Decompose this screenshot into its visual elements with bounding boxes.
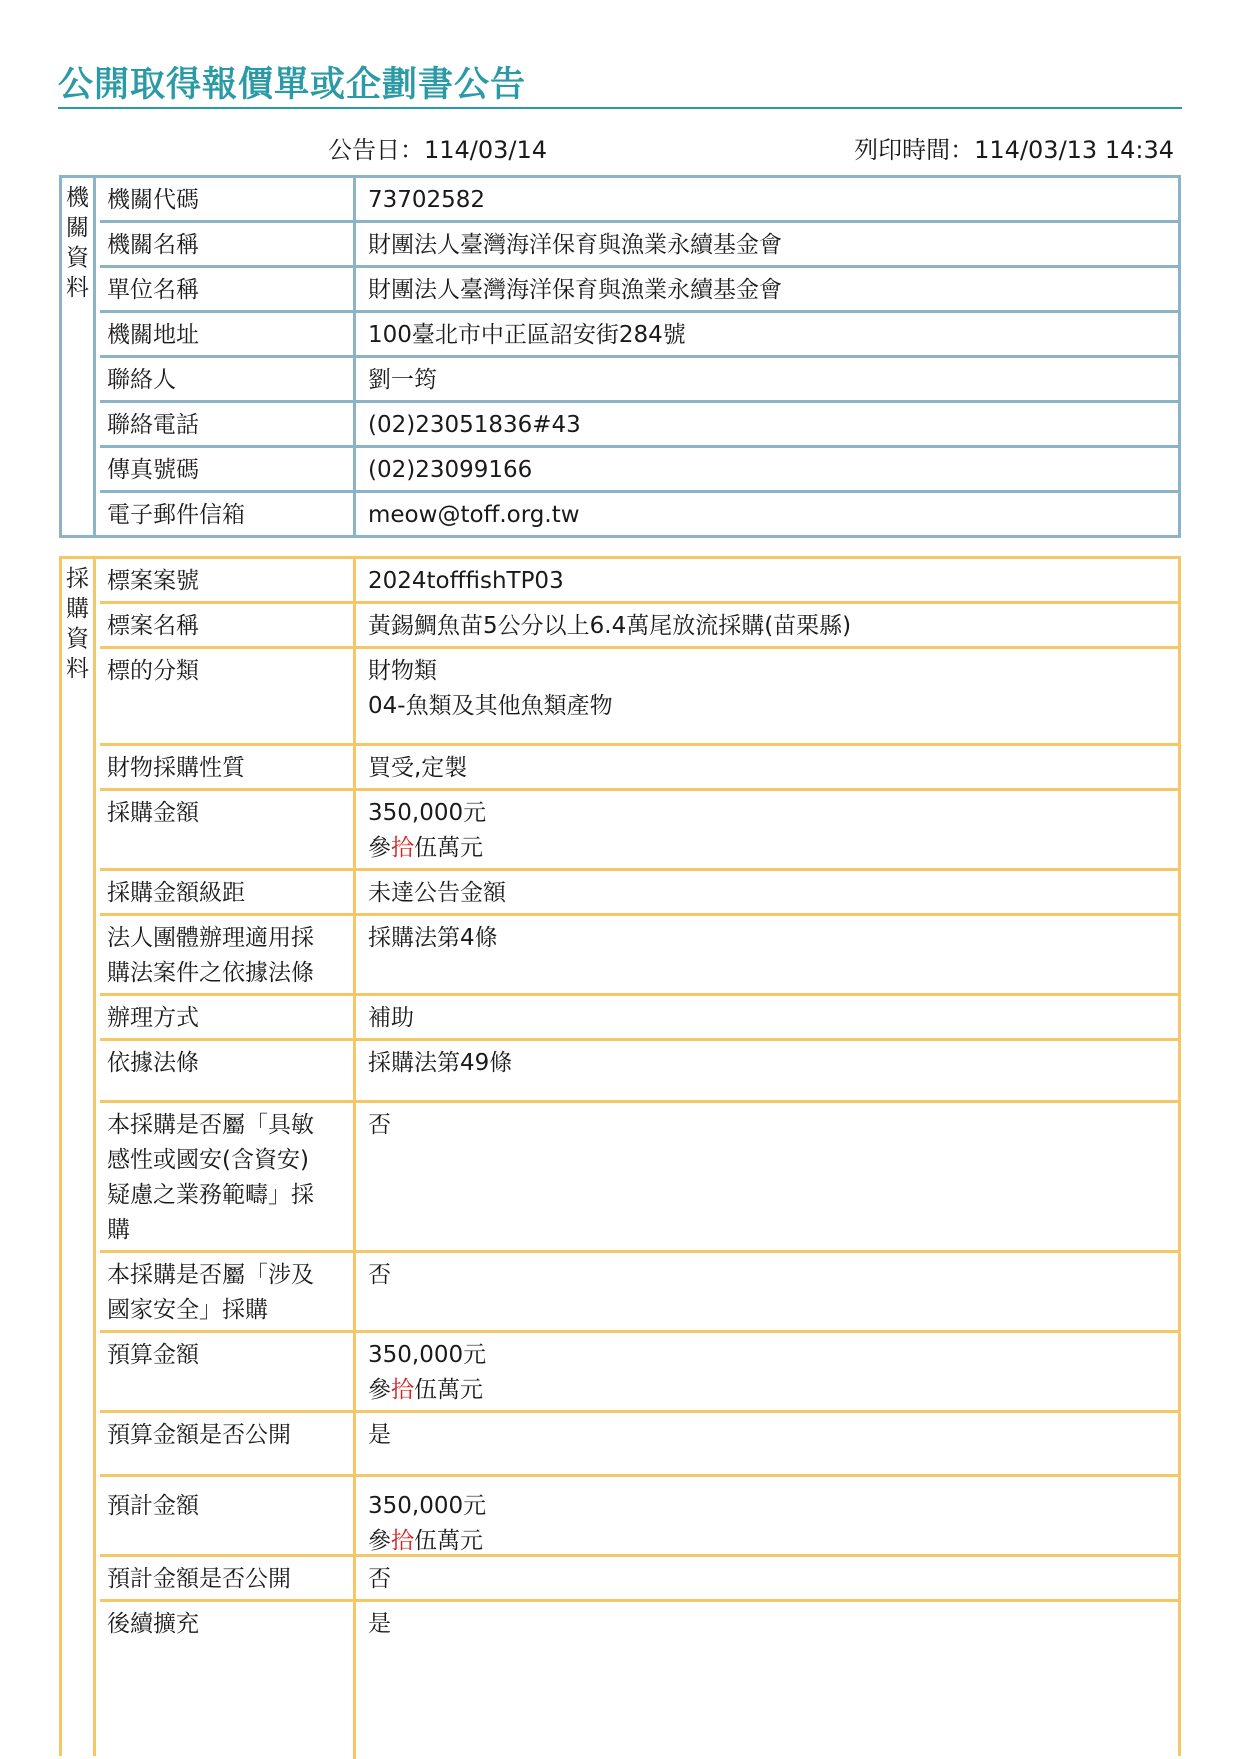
- field-label: 預算金額: [100, 1333, 356, 1410]
- field-label: 本採購是否屬「具敏 感性或國安(含資安) 疑慮之業務範疇」採 購: [100, 1103, 356, 1250]
- field-label: 法人團體辦理適用採 購法案件之依據法條: [100, 916, 356, 993]
- field-label: 本採購是否屬「涉及 國家安全」採購: [100, 1253, 356, 1330]
- table-row: [100, 1041, 1178, 1103]
- field-value: 73702582: [368, 187, 486, 213]
- field-label: 標案案號: [100, 559, 356, 601]
- table-row: [100, 916, 1178, 996]
- field-label: 聯絡人: [100, 358, 356, 400]
- agency-section-label: 機 關 資 料: [62, 178, 96, 535]
- table-row: [100, 1602, 1178, 1759]
- field-label: 採購金額: [100, 791, 356, 868]
- field-value: 劉一筠: [368, 367, 437, 393]
- field-value: 350,000元 參拾伍萬元: [368, 1342, 487, 1403]
- field-label: 標案名稱: [100, 604, 356, 646]
- announce-date: 公告日：114/03/14: [328, 136, 548, 164]
- field-value: 2024tofffishTP03: [368, 568, 564, 594]
- table-row: [100, 746, 1178, 791]
- table-row: [100, 791, 1178, 871]
- field-label: 電子郵件信箱: [100, 493, 356, 538]
- field-value: 黃錫鯛魚苗5公分以上6.4萬尾放流採購(苗栗縣): [368, 613, 852, 639]
- table-row: [100, 1557, 1178, 1602]
- field-value: 350,000元 參拾伍萬元: [368, 800, 487, 861]
- field-value: 買受,定製: [368, 755, 468, 781]
- table-row: [100, 1253, 1178, 1333]
- field-label: 機關名稱: [100, 223, 356, 265]
- field-label: 標的分類: [100, 649, 356, 743]
- field-label: 依據法條: [100, 1041, 356, 1100]
- table-row: [100, 178, 1178, 223]
- field-label: 機關地址: [100, 313, 356, 355]
- email-link[interactable]: meow@toff.org.tw: [368, 502, 580, 528]
- procurement-section-label: 採 購 資 料: [62, 559, 96, 1756]
- field-value: 財物類 04-魚類及其他魚類產物: [368, 658, 613, 719]
- table-row: [100, 448, 1178, 493]
- field-label: 後續擴充: [100, 1602, 356, 1759]
- field-value: 350,000元 參拾伍萬元: [368, 1493, 487, 1554]
- field-value: 未達公告金額: [368, 880, 506, 906]
- field-label: 預計金額: [100, 1477, 356, 1554]
- field-label: 採購金額級距: [100, 871, 356, 913]
- table-row: [100, 1103, 1178, 1253]
- field-label: 聯絡電話: [100, 403, 356, 445]
- field-value: 採購法第49條: [368, 1050, 513, 1076]
- table-row: [100, 313, 1178, 358]
- table-row: [100, 1477, 1178, 1557]
- agency-section: [59, 175, 1181, 538]
- table-row: [100, 358, 1178, 403]
- table-row: [100, 996, 1178, 1041]
- field-label: 預算金額是否公開: [100, 1413, 356, 1474]
- title-rule: [58, 107, 1182, 109]
- table-row: [100, 559, 1178, 604]
- table-row: [100, 871, 1178, 916]
- field-label: 單位名稱: [100, 268, 356, 310]
- field-value: 否: [368, 1566, 391, 1592]
- field-value: 否: [368, 1112, 391, 1138]
- field-value: 補助: [368, 1005, 414, 1031]
- field-label: 機關代碼: [100, 178, 356, 220]
- field-label: 辦理方式: [100, 996, 356, 1038]
- field-label: 預計金額是否公開: [100, 1557, 356, 1599]
- table-row: [100, 268, 1178, 313]
- table-row: [100, 493, 1178, 538]
- field-value: [361, 493, 1178, 538]
- table-row: [100, 649, 1178, 746]
- field-value: 否: [368, 1262, 391, 1288]
- field-value: (02)23099166: [368, 457, 533, 483]
- table-row: [100, 1413, 1178, 1477]
- field-value: 100臺北市中正區詔安街284號: [368, 322, 686, 348]
- procurement-section: [59, 556, 1181, 1756]
- table-row: [100, 223, 1178, 268]
- field-value: 財團法人臺灣海洋保育與漁業永續基金會: [368, 277, 782, 303]
- field-label: 財物採購性質: [100, 746, 356, 788]
- field-value: 財團法人臺灣海洋保育與漁業永續基金會: [368, 232, 782, 258]
- field-value: (02)23051836#43: [368, 412, 581, 438]
- field-value: 是: [368, 1422, 391, 1448]
- page-title: 公開取得報價單或企劃書公告: [58, 65, 527, 105]
- table-row: [100, 1333, 1178, 1413]
- table-row: [100, 604, 1178, 649]
- field-label: 傳真號碼: [100, 448, 356, 490]
- print-time: 列印時間：114/03/13 14:34: [854, 136, 1174, 164]
- table-row: [100, 403, 1178, 448]
- field-value: 是: [368, 1611, 391, 1637]
- field-value: 採購法第4條: [368, 925, 498, 951]
